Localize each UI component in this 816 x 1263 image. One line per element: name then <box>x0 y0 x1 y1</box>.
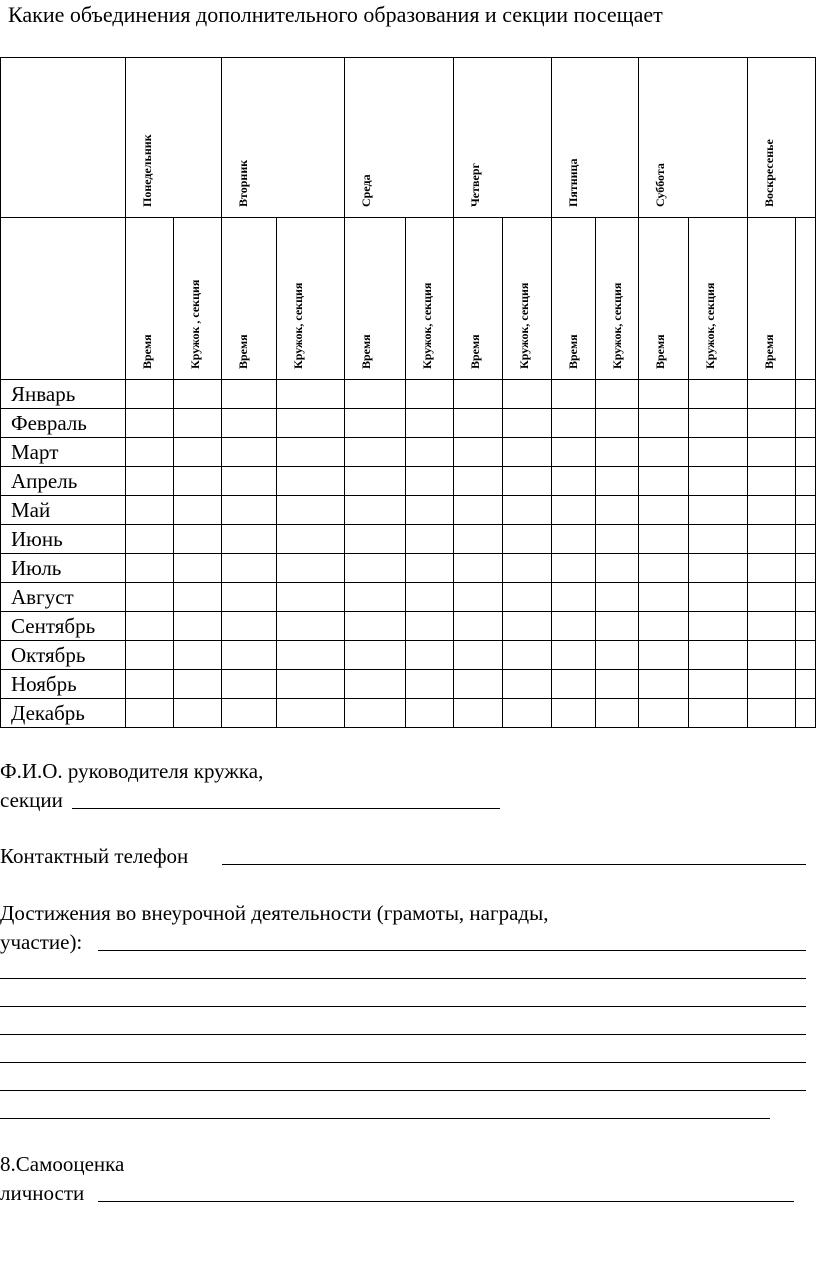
schedule-cell[interactable] <box>221 583 276 612</box>
schedule-cell[interactable] <box>796 496 816 525</box>
schedule-cell[interactable] <box>174 670 222 699</box>
schedule-cell[interactable] <box>552 641 596 670</box>
club-header: Кружок, секция <box>596 218 639 380</box>
club-header: Кружок, секция <box>689 218 747 380</box>
schedule-cell[interactable] <box>689 641 747 670</box>
schedule-cell[interactable] <box>277 467 344 496</box>
achievements-input-line[interactable] <box>0 1118 770 1119</box>
month-label: Февраль <box>1 409 126 438</box>
schedule-cell[interactable] <box>344 612 405 641</box>
schedule-cell[interactable] <box>638 612 689 641</box>
schedule-cell[interactable] <box>405 380 454 409</box>
schedule-cell[interactable] <box>502 641 552 670</box>
day-header: Вторник <box>221 58 344 218</box>
schedule-cell[interactable] <box>502 380 552 409</box>
schedule-cell[interactable] <box>747 438 796 467</box>
schedule-cell[interactable] <box>747 380 796 409</box>
schedule-cell[interactable] <box>344 409 405 438</box>
schedule-cell[interactable] <box>552 496 596 525</box>
schedule-cell[interactable] <box>796 699 816 728</box>
schedule-cell[interactable] <box>552 670 596 699</box>
schedule-cell[interactable] <box>221 612 276 641</box>
corner-cell <box>1 58 126 218</box>
schedule-cell[interactable] <box>277 670 344 699</box>
schedule-cell[interactable] <box>689 525 747 554</box>
club-header: Кружок , секция <box>174 218 222 380</box>
schedule-cell[interactable] <box>174 612 222 641</box>
schedule-cell[interactable] <box>221 670 276 699</box>
schedule-cell[interactable] <box>552 467 596 496</box>
schedule-cell[interactable] <box>689 438 747 467</box>
schedule-cell[interactable] <box>344 699 405 728</box>
schedule-cell[interactable] <box>344 438 405 467</box>
schedule-cell[interactable] <box>596 612 639 641</box>
month-row <box>1 438 816 467</box>
month-label: Апрель <box>1 467 126 496</box>
achievements-input-line[interactable] <box>0 1062 806 1063</box>
schedule-cell[interactable] <box>502 409 552 438</box>
month-row <box>1 641 816 670</box>
schedule-cell[interactable] <box>689 380 747 409</box>
schedule-cell[interactable] <box>405 409 454 438</box>
schedule-cell[interactable] <box>221 525 276 554</box>
achievements-input-line[interactable] <box>0 978 806 979</box>
schedule-cell[interactable] <box>502 438 552 467</box>
time-header: Время <box>552 218 596 380</box>
schedule-cell[interactable] <box>125 409 174 438</box>
achievements-input-line[interactable] <box>0 1006 806 1007</box>
schedule-cell[interactable] <box>596 670 639 699</box>
day-header: Четверг <box>454 58 552 218</box>
schedule-cell[interactable] <box>125 438 174 467</box>
schedule-cell[interactable] <box>796 554 816 583</box>
schedule-cell[interactable] <box>454 438 503 467</box>
schedule-cell[interactable] <box>454 525 503 554</box>
schedule-cell[interactable] <box>747 641 796 670</box>
day-header-row <box>1 58 816 218</box>
schedule-cell[interactable] <box>747 409 796 438</box>
schedule-cell[interactable] <box>125 554 174 583</box>
schedule-cell[interactable] <box>596 438 639 467</box>
achievements-label-line1: Достижения во внеурочной деятельности (грамоты, награды, <box>0 901 549 925</box>
schedule-cell[interactable] <box>796 612 816 641</box>
schedule-cell[interactable] <box>796 467 816 496</box>
schedule-cell[interactable] <box>344 467 405 496</box>
schedule-cell[interactable] <box>174 525 222 554</box>
schedule-cell[interactable] <box>174 409 222 438</box>
schedule-cell[interactable] <box>796 380 816 409</box>
schedule-cell[interactable] <box>502 496 552 525</box>
schedule-cell[interactable] <box>502 699 552 728</box>
time-header: Время <box>638 218 689 380</box>
schedule-cell[interactable] <box>638 438 689 467</box>
schedule-cell[interactable] <box>596 525 639 554</box>
schedule-cell[interactable] <box>502 670 552 699</box>
schedule-cell[interactable] <box>174 496 222 525</box>
schedule-cell[interactable] <box>638 409 689 438</box>
schedule-cell[interactable] <box>174 554 222 583</box>
schedule-cell[interactable] <box>277 583 344 612</box>
day-header: Среда <box>344 58 454 218</box>
schedule-cell[interactable] <box>125 612 174 641</box>
schedule-cell[interactable] <box>174 641 222 670</box>
achievements-input-line[interactable] <box>0 1090 806 1091</box>
schedule-cell[interactable] <box>552 699 596 728</box>
schedule-cell[interactable] <box>125 583 174 612</box>
time-header: Время <box>344 218 405 380</box>
schedule-cell[interactable] <box>747 525 796 554</box>
schedule-cell[interactable] <box>689 496 747 525</box>
schedule-cell[interactable] <box>638 467 689 496</box>
schedule-cell[interactable] <box>405 699 454 728</box>
schedule-cell[interactable] <box>125 670 174 699</box>
schedule-cell[interactable] <box>638 583 689 612</box>
schedule-cell[interactable] <box>796 438 816 467</box>
self-assessment-input-line[interactable] <box>98 1201 794 1202</box>
schedule-cell[interactable] <box>747 583 796 612</box>
schedule-cell[interactable] <box>174 380 222 409</box>
phone-input-line[interactable] <box>222 864 806 865</box>
club-header: Кружок, секция <box>502 218 552 380</box>
schedule-cell[interactable] <box>277 699 344 728</box>
schedule-cell[interactable] <box>454 467 503 496</box>
time-header: Время <box>221 218 276 380</box>
achievements-input-line[interactable] <box>0 1034 806 1035</box>
schedule-cell[interactable] <box>221 409 276 438</box>
month-row <box>1 583 816 612</box>
schedule-cell[interactable] <box>221 380 276 409</box>
schedule-cell[interactable] <box>277 438 344 467</box>
club-header: Кружок, секция <box>277 218 344 380</box>
schedule-cell[interactable] <box>552 409 596 438</box>
month-label: Октябрь <box>1 641 126 670</box>
schedule-cell[interactable] <box>221 699 276 728</box>
schedule-cell[interactable] <box>344 554 405 583</box>
month-row <box>1 612 816 641</box>
schedule-cell[interactable] <box>796 409 816 438</box>
schedule-cell[interactable] <box>454 409 503 438</box>
schedule-cell[interactable] <box>454 670 503 699</box>
schedule-cell[interactable] <box>796 641 816 670</box>
month-row <box>1 496 816 525</box>
schedule-cell[interactable] <box>596 699 639 728</box>
schedule-cell[interactable] <box>454 699 503 728</box>
club-header: Кружок, секция <box>405 218 454 380</box>
achievements-label-line2: участие): <box>0 930 83 954</box>
schedule-cell[interactable] <box>638 554 689 583</box>
schedule-cell[interactable] <box>689 699 747 728</box>
schedule-cell[interactable] <box>638 380 689 409</box>
schedule-cell[interactable] <box>277 641 344 670</box>
schedule-cell[interactable] <box>405 583 454 612</box>
schedule-cell[interactable] <box>125 525 174 554</box>
schedule-cell[interactable] <box>689 670 747 699</box>
self-assessment-label-line1: 8.Самооценка <box>0 1152 125 1176</box>
time-header: Время <box>454 218 503 380</box>
schedule-cell[interactable] <box>221 496 276 525</box>
month-label: Ноябрь <box>1 670 126 699</box>
corner-cell <box>1 218 126 380</box>
day-header: Воскресенье <box>747 58 815 218</box>
schedule-cell[interactable] <box>552 438 596 467</box>
schedule-cell[interactable] <box>638 641 689 670</box>
schedule-cell[interactable] <box>747 554 796 583</box>
schedule-cell[interactable] <box>405 525 454 554</box>
schedule-table <box>0 57 816 728</box>
day-header: Суббота <box>638 58 747 218</box>
schedule-cell[interactable] <box>747 496 796 525</box>
schedule-cell[interactable] <box>689 409 747 438</box>
month-label: Декабрь <box>1 699 126 728</box>
schedule-cell[interactable] <box>747 670 796 699</box>
schedule-cell[interactable] <box>747 699 796 728</box>
schedule-cell[interactable] <box>689 583 747 612</box>
schedule-cell[interactable] <box>277 554 344 583</box>
month-row <box>1 380 816 409</box>
schedule-cell[interactable] <box>277 612 344 641</box>
schedule-cell[interactable] <box>796 670 816 699</box>
schedule-cell[interactable] <box>344 670 405 699</box>
phone-label: Контактный телефон <box>0 844 189 868</box>
schedule-cell[interactable] <box>596 554 639 583</box>
schedule-cell[interactable] <box>344 380 405 409</box>
schedule-cell[interactable] <box>221 438 276 467</box>
schedule-cell[interactable] <box>796 583 816 612</box>
schedule-cell[interactable] <box>552 583 596 612</box>
schedule-cell[interactable] <box>552 525 596 554</box>
schedule-cell[interactable] <box>552 612 596 641</box>
schedule-cell[interactable] <box>174 438 222 467</box>
schedule-cell[interactable] <box>596 641 639 670</box>
month-label: Март <box>1 438 126 467</box>
schedule-cell[interactable] <box>747 612 796 641</box>
schedule-cell[interactable] <box>174 583 222 612</box>
schedule-cell[interactable] <box>174 467 222 496</box>
schedule-cell[interactable] <box>796 525 816 554</box>
schedule-cell[interactable] <box>596 583 639 612</box>
schedule-cell[interactable] <box>405 641 454 670</box>
leader-label-line2: секции <box>0 788 63 812</box>
schedule-cell[interactable] <box>502 554 552 583</box>
schedule-cell[interactable] <box>502 467 552 496</box>
schedule-cell[interactable] <box>596 496 639 525</box>
schedule-cell[interactable] <box>689 612 747 641</box>
schedule-cell[interactable] <box>344 583 405 612</box>
schedule-cell[interactable] <box>552 554 596 583</box>
leader-label-line1: Ф.И.О. руководителя кружка, <box>0 759 264 783</box>
schedule-cell[interactable] <box>125 496 174 525</box>
club-header <box>796 218 816 380</box>
schedule-cell[interactable] <box>221 641 276 670</box>
time-header: Время <box>125 218 174 380</box>
schedule-cell[interactable] <box>125 380 174 409</box>
month-row <box>1 409 816 438</box>
schedule-cell[interactable] <box>405 496 454 525</box>
schedule-cell[interactable] <box>502 612 552 641</box>
schedule-cell[interactable] <box>405 612 454 641</box>
month-label: Июль <box>1 554 126 583</box>
month-row <box>1 670 816 699</box>
schedule-cell[interactable] <box>405 438 454 467</box>
schedule-cell[interactable] <box>638 525 689 554</box>
schedule-cell[interactable] <box>552 380 596 409</box>
schedule-cell[interactable] <box>454 380 503 409</box>
schedule-cell[interactable] <box>221 467 276 496</box>
schedule-cell[interactable] <box>125 699 174 728</box>
sub-header-row <box>1 218 816 380</box>
schedule-cell[interactable] <box>638 496 689 525</box>
achievements-input-line[interactable] <box>98 950 806 951</box>
time-header: Время <box>747 218 796 380</box>
schedule-cell[interactable] <box>502 525 552 554</box>
schedule-cell[interactable] <box>454 583 503 612</box>
schedule-cell[interactable] <box>344 496 405 525</box>
schedule-cell[interactable] <box>502 583 552 612</box>
schedule-cell[interactable] <box>596 380 639 409</box>
schedule-cell[interactable] <box>221 554 276 583</box>
schedule-cell[interactable] <box>596 467 639 496</box>
day-header: Понедельник <box>125 58 221 218</box>
schedule-cell[interactable] <box>277 409 344 438</box>
schedule-cell[interactable] <box>344 525 405 554</box>
schedule-cell[interactable] <box>638 670 689 699</box>
schedule-cell[interactable] <box>454 554 503 583</box>
self-assessment-label-line2: личности <box>0 1181 85 1205</box>
schedule-cell[interactable] <box>405 554 454 583</box>
month-row <box>1 467 816 496</box>
day-header: Пятница <box>552 58 638 218</box>
month-label: Август <box>1 583 126 612</box>
schedule-cell[interactable] <box>596 409 639 438</box>
month-row <box>1 525 816 554</box>
schedule-cell[interactable] <box>125 641 174 670</box>
schedule-cell[interactable] <box>454 641 503 670</box>
month-row <box>1 699 816 728</box>
schedule-cell[interactable] <box>344 641 405 670</box>
schedule-cell[interactable] <box>277 496 344 525</box>
schedule-cell[interactable] <box>454 496 503 525</box>
month-row <box>1 554 816 583</box>
document-title: Какие объединения дополнительного образования и секции посещает <box>8 2 663 27</box>
month-label: Январь <box>1 380 126 409</box>
schedule-cell[interactable] <box>277 525 344 554</box>
schedule-cell[interactable] <box>689 554 747 583</box>
month-label: Май <box>1 496 126 525</box>
schedule-cell[interactable] <box>454 612 503 641</box>
schedule-cell[interactable] <box>174 699 222 728</box>
schedule-cell[interactable] <box>747 467 796 496</box>
schedule-cell[interactable] <box>405 467 454 496</box>
schedule-cell[interactable] <box>638 699 689 728</box>
month-label: Сентябрь <box>1 612 126 641</box>
leader-input-line[interactable] <box>72 808 500 809</box>
month-label: Июнь <box>1 525 126 554</box>
schedule-cell[interactable] <box>277 380 344 409</box>
schedule-cell[interactable] <box>405 670 454 699</box>
schedule-cell[interactable] <box>125 467 174 496</box>
schedule-cell[interactable] <box>689 467 747 496</box>
